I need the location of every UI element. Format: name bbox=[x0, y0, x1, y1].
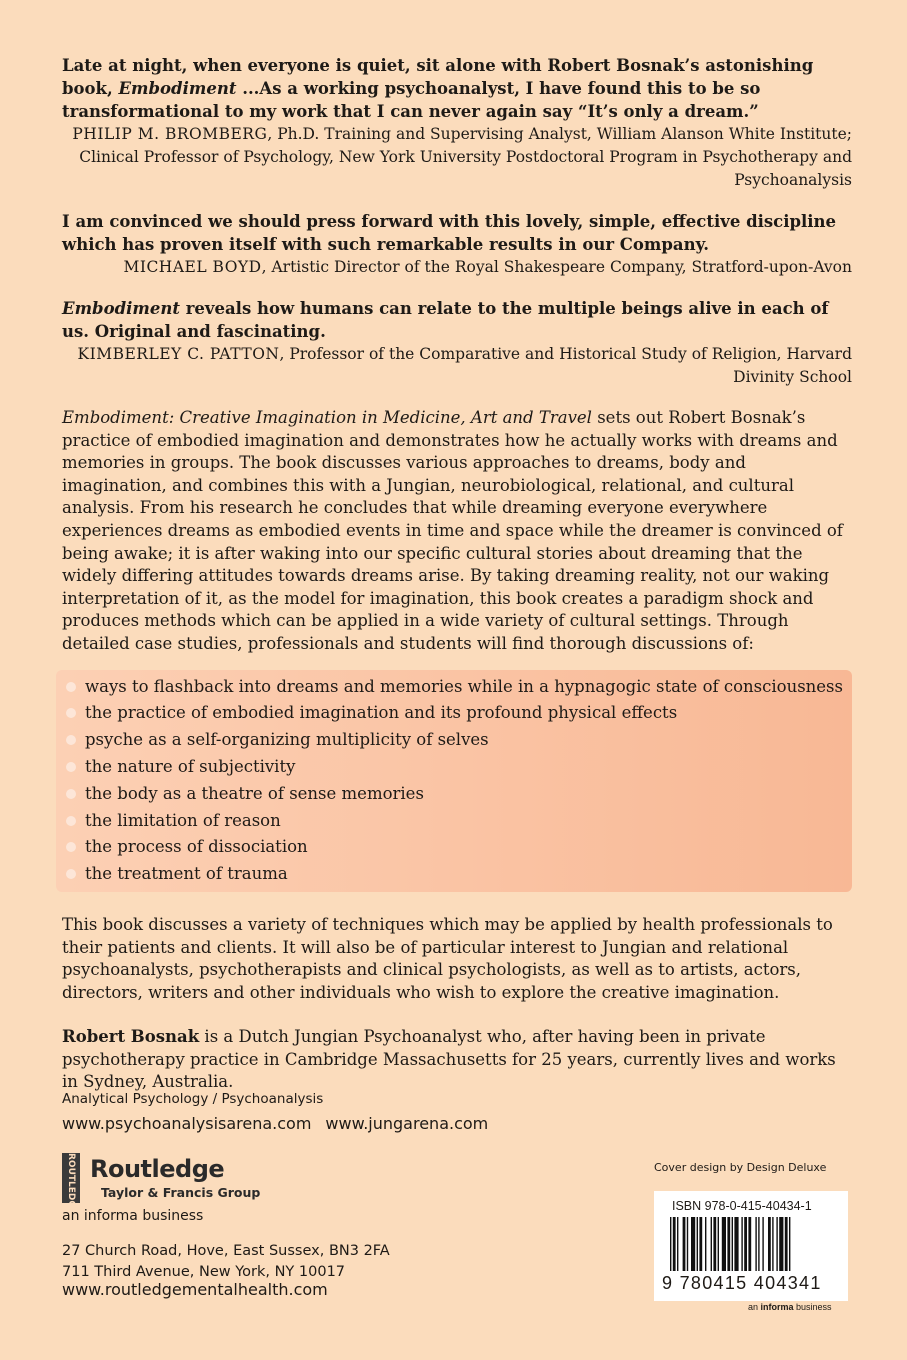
endorsement-3 bbox=[62, 297, 852, 389]
endorsement-1 bbox=[62, 54, 852, 192]
endorser-name: MICHAEL BOYD bbox=[123, 258, 262, 276]
publisher-name: Routledge bbox=[90, 1155, 225, 1183]
book-description bbox=[62, 407, 852, 656]
publisher-website[interactable]: www.routledgementalhealth.com bbox=[62, 1280, 328, 1299]
list-item: psyche as a self-organizing multiplicity of selves bbox=[56, 727, 852, 754]
informa-tagline-small: an informa business bbox=[748, 1302, 832, 1312]
endorsement-text: Late at night, when everyone is quiet, sit alone with Robert Bosnak’s astonishing book, bbox=[62, 56, 814, 98]
routledge-logo-icon: ROUTLEDGE bbox=[62, 1153, 80, 1203]
bullet-dot-icon bbox=[66, 762, 76, 772]
routledge-logo bbox=[62, 1153, 262, 1214]
audience-text: This book discusses a variety of techniques which may be applied by health professionals to their patients and clients. It will also be of particular interest to Jungian and relational psychoanalysts, psychotherapists and clinical psychologists, as well as to artists, actors, directors, writers and other individuals who wish to explore the creative imagination. bbox=[62, 914, 833, 1002]
list-item: the body as a theatre of sense memories bbox=[56, 781, 852, 808]
bullet-dot-icon bbox=[66, 682, 76, 692]
url-psychoanalysisarena[interactable]: www.psychoanalysisarena.com bbox=[62, 1114, 312, 1133]
endorser-name: KIMBERLEY C. PATTON bbox=[77, 345, 280, 363]
list-item: ways to flashback into dreams and memories while in a hypnagogic state of consciousness bbox=[56, 674, 852, 701]
endorsement-text-rest: reveals how humans can relate to the multiple beings alive in each of us. Original and fascinating. bbox=[62, 299, 829, 341]
cover-design-credit: Cover design by Design Deluxe bbox=[654, 1161, 827, 1174]
subject-category: Analytical Psychology / Psychoanalysis bbox=[62, 1091, 324, 1107]
endorser-title: , Artistic Director of the Royal Shakespeare Company, Stratford-upon-Avon bbox=[261, 258, 852, 276]
list-item: the practice of embodied imagination and its profound physical effects bbox=[56, 700, 852, 727]
book-title: Embodiment bbox=[62, 299, 180, 318]
isbn-label: ISBN 978-0-415-40434-1 bbox=[672, 1199, 812, 1213]
isbn-barcode bbox=[654, 1191, 848, 1301]
publisher-group: Taylor & Francis Group bbox=[101, 1185, 261, 1200]
publisher-address bbox=[62, 1241, 390, 1283]
endorser-title: , Ph.D. Training and Supervising Analyst, William Alanson White Institute; Clinical Professor of Psychology, New York University Postdoctoral Program in Psychotherapy and Psychoanalysis bbox=[79, 125, 852, 189]
back-cover-content bbox=[62, 54, 852, 1094]
list-item: the treatment of trauma bbox=[56, 861, 852, 888]
website-links bbox=[62, 1114, 488, 1133]
topics-list bbox=[56, 674, 852, 888]
endorsement-2 bbox=[62, 210, 852, 279]
bullet-dot-icon bbox=[66, 708, 76, 718]
book-full-title: Embodiment: Creative Imagination in Medicine, Art and Travel bbox=[62, 408, 592, 427]
bullet-dot-icon bbox=[66, 842, 76, 852]
list-item: the process of dissociation bbox=[56, 834, 852, 861]
bullet-dot-icon bbox=[66, 816, 76, 826]
address-uk: 27 Church Road, Hove, East Sussex, BN3 2FA bbox=[62, 1243, 390, 1259]
topics-box bbox=[56, 670, 852, 892]
description-text: sets out Robert Bosnak’s practice of embodied imagination and demonstrates how he actually works with dreams and memories in groups. The book discusses various approaches to dreams, body and imagination, and combines this with a Jungian, neurobiological, relational, and cultural analysis. From his research he concludes that while dreaming everyone everywhere experiences dreams as embodied events in time and space while the dreamer is convinced of being awake; it is after waking into our specific cultural stories about dreaming that the widely differing attitudes towards dreams arise. By taking dreaming reality, not our waking interpretation of it, as the model for imagination, this book creates a paradigm shock and produces methods which can be applied in a wide variety of cultural settings. Through detailed case studies, professionals and students will find thorough discussions of: bbox=[62, 408, 843, 653]
list-item: the nature of subjectivity bbox=[56, 754, 852, 781]
bullet-dot-icon bbox=[66, 789, 76, 799]
author-name: Robert Bosnak bbox=[62, 1027, 200, 1047]
list-item: the limitation of reason bbox=[56, 808, 852, 835]
endorsement-text-rest: ...As a working psychoanalyst, I have found this to be so transformational to my work that I can never again say “It’s only a dream.” bbox=[62, 79, 761, 121]
barcode-icon bbox=[670, 1217, 840, 1271]
author-bio-text: is a Dutch Jungian Psychoanalyst who, after having been in private psychotherapy practice in Cambridge Massachusetts for 25 years, currently lives and works in Sydney, Australia. bbox=[62, 1027, 836, 1092]
barcode-digits: 9 780415 404341 bbox=[662, 1273, 822, 1293]
bullet-dot-icon bbox=[66, 735, 76, 745]
bullet-dot-icon bbox=[66, 869, 76, 879]
address-us: 711 Third Avenue, New York, NY 10017 bbox=[62, 1264, 346, 1280]
informa-tagline: an informa business bbox=[62, 1208, 204, 1224]
author-bio bbox=[62, 1026, 852, 1094]
endorsement-text: I am convinced we should press forward with this lovely, simple, effective discipline which has proven itself with such remarkable results in our Company. bbox=[62, 212, 837, 254]
url-jungarena[interactable]: www.jungarena.com bbox=[325, 1114, 489, 1133]
endorser-title: , Professor of the Comparative and Historical Study of Religion, Harvard Divinity School bbox=[279, 345, 852, 386]
endorser-name: PHILIP M. BROMBERG bbox=[72, 125, 268, 143]
book-title: Embodiment bbox=[118, 79, 237, 98]
